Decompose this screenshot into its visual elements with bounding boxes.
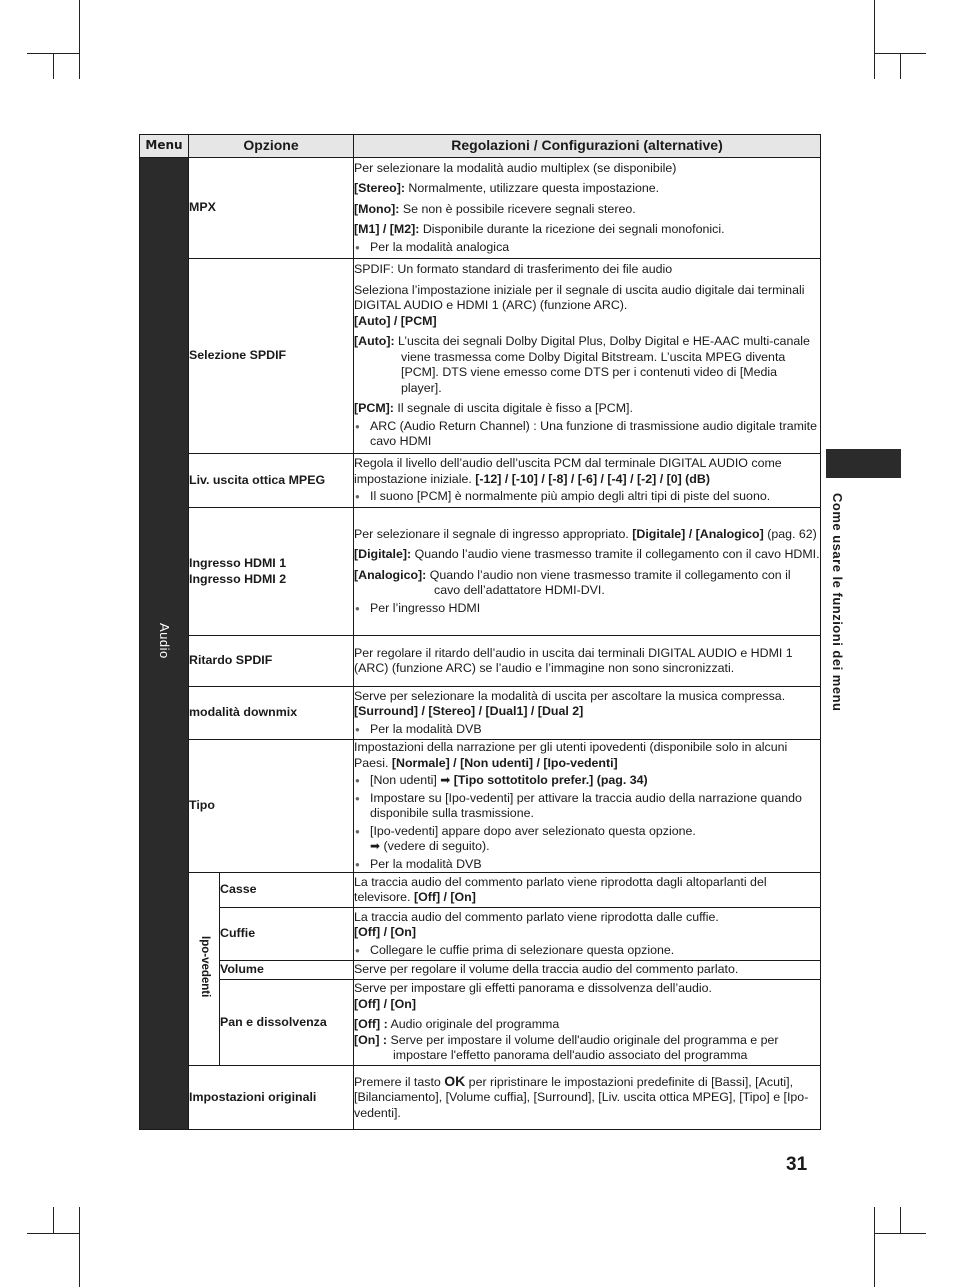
desc-text: Per selezionare la modalità audio multiplex (se disponibile) bbox=[354, 160, 677, 175]
desc-text bbox=[354, 1033, 820, 1064]
crop-mark bbox=[53, 1207, 54, 1233]
crop-mark bbox=[874, 0, 875, 79]
options-text: [Off] / [On] bbox=[354, 925, 416, 940]
options-text: [Surround] / [Stereo] / [Dual1] / [Dual 2] bbox=[354, 704, 584, 719]
desc-span: Regola il livello dell’audio dell’uscita PCM dal terminale DIGITAL AUDIO come impostazione iniziale. bbox=[354, 456, 782, 486]
option-cuffie: Cuffie bbox=[220, 908, 354, 961]
bullet-note: ● Per l’ingresso HDMI bbox=[354, 601, 820, 617]
option-key: [Analogico]: bbox=[354, 567, 427, 582]
option-key: [Digitale]: bbox=[354, 547, 412, 562]
desc-text: SPDIF: Un formato standard di trasferimento dei file audio bbox=[354, 262, 673, 277]
desc-text: Seleziona l’impostazione iniziale per il segnale di uscita audio digitale dai terminali DIGITAL AUDIO e HDMI 1 (ARC) (funzione ARC). bbox=[354, 282, 805, 313]
bullet-note: ● Il suono [PCM] è normalmente più ampio degli altri tipi di piste del suono. bbox=[354, 489, 820, 505]
table-row-downmix bbox=[140, 687, 821, 740]
desc-delay bbox=[354, 636, 821, 687]
options-text: [Off] / [On] bbox=[354, 996, 416, 1011]
option-hdmi-1: Ingresso HDMI 1 bbox=[189, 556, 287, 570]
table-header-row bbox=[140, 135, 821, 158]
desc-text bbox=[354, 334, 820, 396]
header-menu: Menu bbox=[140, 135, 189, 158]
desc-span: per ripristinare le impostazioni predefinite di [Bassi], [Acuti], [Bilanciamento], [Volume cuffia], [Surround], [Liv. uscita ottica MPEG], [Tipo] e [Ipo-vedenti]. bbox=[354, 1074, 809, 1120]
desc-text bbox=[354, 547, 820, 563]
option-volume: Volume bbox=[220, 961, 354, 980]
table-row-mpx bbox=[140, 158, 821, 259]
desc-span: Serve per selezionare la modalità di uscita per ascoltare la musica compressa. bbox=[354, 688, 786, 703]
desc-text bbox=[354, 1017, 820, 1033]
option-spdif: Selezione SPDIF bbox=[189, 259, 354, 454]
crop-mark bbox=[900, 1207, 901, 1233]
ok-key-label: OK bbox=[444, 1072, 466, 1089]
desc-span: (pag. 62) bbox=[763, 526, 817, 541]
table-row-tipo bbox=[140, 740, 821, 873]
bullet-note: ● ARC (Audio Return Channel) : Una funzione di trasmissione audio digitale tramite cavo HDMI bbox=[354, 419, 820, 450]
table-row-casse bbox=[140, 873, 821, 908]
desc-text bbox=[354, 689, 820, 720]
option-hdmi bbox=[189, 508, 354, 636]
option-key: [Off] : bbox=[354, 1017, 388, 1032]
crop-mark bbox=[79, 1207, 80, 1287]
bullet-note bbox=[354, 773, 820, 789]
option-value: Audio originale del programma bbox=[387, 1017, 560, 1032]
table-row-spdif bbox=[140, 259, 821, 454]
option-casse: Casse bbox=[220, 873, 354, 908]
option-key: [Stereo]: bbox=[354, 181, 405, 196]
table-row-cuffie bbox=[140, 908, 821, 961]
header-settings: Regolazioni / Configurazioni (alternative) bbox=[354, 135, 821, 158]
submenu-cell-ipovedenti bbox=[189, 873, 220, 1066]
arrow-right-icon: ➡ bbox=[370, 839, 381, 853]
desc-span: [Non udenti] bbox=[370, 773, 441, 787]
crop-mark bbox=[53, 53, 54, 79]
option-value: Serve per impostare il volume dell'audio originale del programma e per impostare l'effetto panorama dell'audio associato del programma bbox=[387, 1032, 779, 1063]
option-mpx: MPX bbox=[189, 158, 354, 259]
option-reset: Impostazioni originali bbox=[189, 1066, 354, 1130]
desc-casse bbox=[354, 873, 821, 908]
table-row-pan bbox=[140, 980, 821, 1066]
desc-span: La traccia audio del commento parlato viene riprodotta dagli altoparlanti del televisore. bbox=[354, 874, 767, 904]
desc-text bbox=[354, 1074, 820, 1122]
option-key: [On] : bbox=[354, 1032, 388, 1047]
option-value: Normalmente, utilizzare questa impostazione. bbox=[404, 181, 660, 196]
desc-text bbox=[354, 839, 820, 855]
desc-spdif bbox=[354, 259, 821, 454]
submenu-label: Ipo-vedenti bbox=[198, 936, 211, 998]
desc-text bbox=[354, 222, 820, 238]
arrow-right-icon: ➡ bbox=[440, 773, 451, 787]
desc-span: (vedere di seguito). bbox=[380, 839, 490, 853]
desc-mpeg bbox=[354, 454, 821, 508]
option-key: [M1] / [M2]: bbox=[354, 222, 420, 237]
desc-hdmi bbox=[354, 508, 821, 636]
table-row-reset bbox=[140, 1066, 821, 1130]
options-text: [Tipo sottotitolo prefer.] (pag. 34) bbox=[450, 773, 648, 787]
desc-text: Serve per impostare gli effetti panorama e dissolvenza dell’audio. bbox=[354, 981, 712, 996]
desc-tipo bbox=[354, 740, 821, 873]
section-side-label: Come usare le funzioni dei menu bbox=[830, 493, 845, 712]
desc-volume bbox=[354, 961, 821, 980]
desc-text bbox=[354, 568, 820, 599]
option-value: Disponibile durante la ricezione dei segnali monofonici. bbox=[419, 222, 725, 237]
menu-cell-audio bbox=[140, 158, 189, 1130]
desc-text bbox=[354, 181, 820, 197]
menu-label-audio: Audio bbox=[156, 623, 172, 660]
desc-mpx bbox=[354, 158, 821, 259]
desc-text bbox=[354, 740, 820, 771]
option-value: Quando l’audio viene trasmesso tramite il collegamento con il cavo HDMI. bbox=[411, 547, 820, 562]
option-pan: Pan e dissolvenza bbox=[220, 980, 354, 1066]
crop-mark bbox=[900, 53, 901, 79]
option-value: Se non è possibile ricevere segnali stereo. bbox=[399, 201, 636, 216]
crop-mark bbox=[27, 1233, 79, 1234]
bullet-note: ● [Ipo-vedenti] appare dopo aver selezionato questa opzione. bbox=[354, 824, 820, 840]
table-row-hdmi bbox=[140, 508, 821, 636]
desc-text: Serve per regolare il volume della traccia audio del commento parlato. bbox=[354, 962, 739, 977]
option-hdmi-2: Ingresso HDMI 2 bbox=[189, 571, 287, 586]
options-text: [Digitale] / [Analogico] bbox=[632, 526, 764, 541]
option-delay: Ritardo SPDIF bbox=[189, 636, 354, 687]
option-value: L’uscita dei segnali Dolby Digital Plus, Dolby Digital e HE-AAC multi-canale viene trasmessa come Dolby Digital Bitstream. L’uscita MPEG diventa [PCM]. DTS viene emesso come DTS per i contenuti video di [Media player]. bbox=[394, 334, 810, 395]
section-tab-marker bbox=[826, 449, 901, 478]
options-text: [Auto] / [PCM] bbox=[354, 313, 437, 328]
option-downmix: modalità downmix bbox=[189, 687, 354, 740]
desc-text bbox=[354, 875, 820, 906]
desc-text bbox=[354, 527, 820, 543]
table-row-delay bbox=[140, 636, 821, 687]
desc-text bbox=[354, 202, 820, 218]
option-key: [Auto]: bbox=[354, 334, 395, 349]
table-row-mpeg bbox=[140, 454, 821, 508]
desc-span: Premere il tasto bbox=[354, 1074, 445, 1089]
bullet-note: ● Per la modalità DVB bbox=[354, 857, 820, 873]
options-text: [Normale] / [Non udenti] / [Ipo-vedenti] bbox=[391, 755, 618, 770]
option-mpeg: Liv. uscita ottica MPEG bbox=[189, 454, 354, 508]
desc-text bbox=[354, 456, 820, 487]
options-text: [-12] / [-10] / [-8] / [-6] / [-4] / [-2] / [0] (dB) bbox=[475, 471, 710, 486]
bullet-note: ● Per la modalità DVB bbox=[354, 722, 820, 738]
option-value: Il segnale di uscita digitale è fisso a [PCM]. bbox=[393, 401, 633, 416]
option-value: Quando l’audio non viene trasmesso tramite il collegamento con il cavo dell’adattatore HDMI-DVI. bbox=[426, 567, 791, 598]
desc-downmix bbox=[354, 687, 821, 740]
table-row-volume bbox=[140, 961, 821, 980]
options-text: [Off] / [On] bbox=[413, 890, 476, 904]
bullet-note: ● Impostare su [Ipo-vedenti] per attivare la traccia audio della narrazione quando disponibile sulla trasmissione. bbox=[354, 791, 820, 822]
page-number: 31 bbox=[786, 1154, 808, 1175]
desc-pan bbox=[354, 980, 821, 1066]
bullet-note: ● Collegare le cuffie prima di selezionare questa opzione. bbox=[354, 943, 820, 959]
desc-text: La traccia audio del commento parlato viene riprodotta dalle cuffie. bbox=[354, 909, 719, 924]
crop-mark bbox=[79, 0, 80, 79]
desc-span: Impostazioni della narrazione per gli utenti ipovedenti (disponibile solo in alcuni Paesi. bbox=[354, 740, 788, 770]
desc-text: Per regolare il ritardo dell’audio in uscita dai terminali DIGITAL AUDIO e HDMI 1 (ARC) (funzione ARC) se l’audio e l’immagine non sono sincronizzati. bbox=[354, 645, 793, 675]
bullet-note: ● Per la modalità analogica bbox=[354, 240, 820, 256]
desc-text bbox=[354, 401, 820, 417]
desc-reset bbox=[354, 1066, 821, 1130]
option-key: [Mono]: bbox=[354, 201, 400, 216]
audio-menu-table bbox=[139, 134, 821, 1130]
option-key: [PCM]: bbox=[354, 401, 394, 416]
header-option: Opzione bbox=[189, 135, 354, 158]
desc-span: Per selezionare il segnale di ingresso appropriato. bbox=[354, 526, 633, 541]
crop-mark bbox=[874, 1233, 926, 1234]
option-tipo: Tipo bbox=[189, 740, 354, 873]
crop-mark bbox=[874, 1207, 875, 1287]
desc-cuffie bbox=[354, 908, 821, 961]
